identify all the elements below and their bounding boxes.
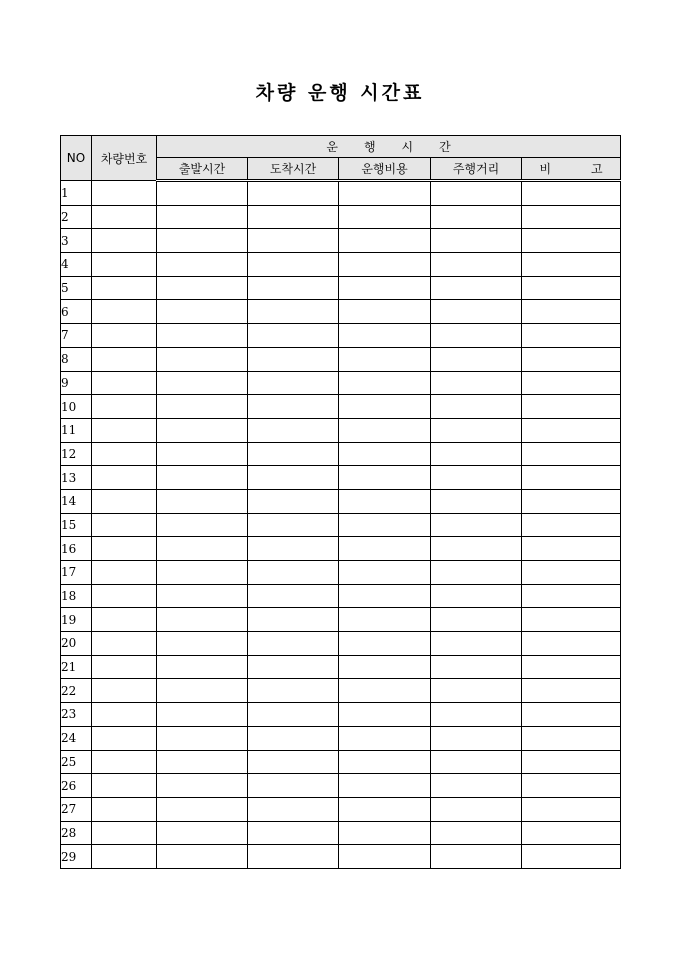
distance-cell[interactable] (431, 655, 522, 679)
remarks-cell[interactable] (522, 632, 621, 656)
arrival-cell[interactable] (248, 324, 339, 348)
arrival-cell[interactable] (248, 845, 339, 869)
header-group-char: 시 (401, 140, 414, 154)
departure-cell[interactable] (157, 253, 248, 277)
cost-cell[interactable] (339, 726, 431, 750)
table-row (61, 561, 621, 585)
remarks-cell[interactable] (522, 726, 621, 750)
row-number: 20 (61, 632, 92, 656)
remarks-cell[interactable] (522, 253, 621, 277)
remarks-cell[interactable] (522, 513, 621, 537)
departure-cell[interactable] (157, 655, 248, 679)
distance-cell[interactable] (431, 632, 522, 656)
distance-cell[interactable] (431, 466, 522, 490)
arrival-cell[interactable] (248, 229, 339, 253)
row-number: 24 (61, 726, 92, 750)
arrival-cell[interactable] (248, 442, 339, 466)
vehicle-number-cell[interactable] (92, 513, 157, 537)
distance-cell[interactable] (431, 442, 522, 466)
departure-cell[interactable] (157, 324, 248, 348)
distance-cell[interactable] (431, 561, 522, 585)
departure-cell[interactable] (157, 774, 248, 798)
table-row (61, 395, 621, 419)
header-remarks-char: 고 (591, 162, 603, 176)
vehicle-number-cell[interactable] (92, 205, 157, 229)
cost-cell[interactable] (339, 276, 431, 300)
row-number: 6 (61, 300, 92, 324)
row-number: 15 (61, 513, 92, 537)
departure-cell[interactable] (157, 821, 248, 845)
arrival-cell[interactable] (248, 418, 339, 442)
row-number: 23 (61, 703, 92, 727)
header-operation-time (157, 136, 621, 158)
vehicle-number-cell[interactable] (92, 726, 157, 750)
arrival-cell[interactable] (248, 466, 339, 490)
distance-cell[interactable] (431, 750, 522, 774)
cost-cell[interactable] (339, 655, 431, 679)
remarks-cell[interactable] (522, 300, 621, 324)
row-number: 14 (61, 489, 92, 513)
table-row (61, 608, 621, 632)
arrival-cell[interactable] (248, 655, 339, 679)
remarks-cell[interactable] (522, 750, 621, 774)
vehicle-number-cell[interactable] (92, 253, 157, 277)
cost-cell[interactable] (339, 347, 431, 371)
arrival-cell[interactable] (248, 726, 339, 750)
distance-cell[interactable] (431, 300, 522, 324)
row-number: 16 (61, 537, 92, 561)
remarks-cell[interactable] (522, 561, 621, 585)
remarks-cell[interactable] (522, 418, 621, 442)
cost-cell[interactable] (339, 608, 431, 632)
distance-cell[interactable] (431, 537, 522, 561)
departure-cell[interactable] (157, 679, 248, 703)
departure-cell[interactable] (157, 703, 248, 727)
distance-cell[interactable] (431, 821, 522, 845)
header-remarks (522, 158, 621, 181)
header-arrival: 도착시간 (248, 158, 339, 181)
header-cost: 운행비용 (339, 158, 431, 181)
remarks-cell[interactable] (522, 845, 621, 869)
vehicle-number-cell[interactable] (92, 229, 157, 253)
schedule-table (60, 135, 621, 869)
departure-cell[interactable] (157, 845, 248, 869)
arrival-cell[interactable] (248, 750, 339, 774)
arrival-cell[interactable] (248, 181, 339, 206)
vehicle-number-cell[interactable] (92, 750, 157, 774)
cost-cell[interactable] (339, 703, 431, 727)
table-row (61, 229, 621, 253)
distance-cell[interactable] (431, 181, 522, 206)
header-no: NO (61, 136, 92, 181)
arrival-cell[interactable] (248, 371, 339, 395)
table-row (61, 655, 621, 679)
row-number: 7 (61, 324, 92, 348)
vehicle-number-cell[interactable] (92, 845, 157, 869)
vehicle-number-cell[interactable] (92, 655, 157, 679)
row-number: 4 (61, 253, 92, 277)
cost-cell[interactable] (339, 442, 431, 466)
cost-cell[interactable] (339, 797, 431, 821)
departure-cell[interactable] (157, 276, 248, 300)
departure-cell[interactable] (157, 205, 248, 229)
cost-cell[interactable] (339, 205, 431, 229)
remarks-cell[interactable] (522, 774, 621, 798)
vehicle-number-cell[interactable] (92, 418, 157, 442)
departure-cell[interactable] (157, 395, 248, 419)
remarks-cell[interactable] (522, 466, 621, 490)
vehicle-number-cell[interactable] (92, 442, 157, 466)
distance-cell[interactable] (431, 395, 522, 419)
arrival-cell[interactable] (248, 821, 339, 845)
row-number: 26 (61, 774, 92, 798)
departure-cell[interactable] (157, 561, 248, 585)
remarks-cell[interactable] (522, 584, 621, 608)
vehicle-number-cell[interactable] (92, 181, 157, 206)
header-distance: 주행거리 (431, 158, 522, 181)
remarks-cell[interactable] (522, 205, 621, 229)
arrival-cell[interactable] (248, 584, 339, 608)
departure-cell[interactable] (157, 371, 248, 395)
row-number: 11 (61, 418, 92, 442)
arrival-cell[interactable] (248, 489, 339, 513)
cost-cell[interactable] (339, 561, 431, 585)
row-number: 3 (61, 229, 92, 253)
departure-cell[interactable] (157, 584, 248, 608)
arrival-cell[interactable] (248, 774, 339, 798)
distance-cell[interactable] (431, 845, 522, 869)
remarks-cell[interactable] (522, 537, 621, 561)
cost-cell[interactable] (339, 750, 431, 774)
arrival-cell[interactable] (248, 253, 339, 277)
row-number: 13 (61, 466, 92, 490)
table-row (61, 750, 621, 774)
arrival-cell[interactable] (248, 679, 339, 703)
vehicle-number-cell[interactable] (92, 703, 157, 727)
arrival-cell[interactable] (248, 205, 339, 229)
remarks-cell[interactable] (522, 679, 621, 703)
distance-cell[interactable] (431, 797, 522, 821)
table-row (61, 797, 621, 821)
table-row (61, 253, 621, 277)
remarks-cell[interactable] (522, 655, 621, 679)
vehicle-number-cell[interactable] (92, 797, 157, 821)
vehicle-number-cell[interactable] (92, 774, 157, 798)
distance-cell[interactable] (431, 347, 522, 371)
row-number: 1 (61, 181, 92, 206)
arrival-cell[interactable] (248, 797, 339, 821)
table-row (61, 537, 621, 561)
remarks-cell[interactable] (522, 821, 621, 845)
vehicle-number-cell[interactable] (92, 489, 157, 513)
arrival-cell[interactable] (248, 632, 339, 656)
table-row (61, 726, 621, 750)
row-number: 18 (61, 584, 92, 608)
table-row (61, 324, 621, 348)
remarks-cell[interactable] (522, 489, 621, 513)
departure-cell[interactable] (157, 229, 248, 253)
table-row (61, 442, 621, 466)
table-row (61, 276, 621, 300)
remarks-cell[interactable] (522, 608, 621, 632)
cost-cell[interactable] (339, 229, 431, 253)
cost-cell[interactable] (339, 679, 431, 703)
header-remarks-char: 비 (539, 162, 552, 176)
table-row (61, 371, 621, 395)
row-number: 8 (61, 347, 92, 371)
vehicle-number-cell[interactable] (92, 395, 157, 419)
vehicle-number-cell[interactable] (92, 679, 157, 703)
table-row (61, 489, 621, 513)
cost-cell[interactable] (339, 821, 431, 845)
arrival-cell[interactable] (248, 347, 339, 371)
vehicle-number-cell[interactable] (92, 821, 157, 845)
cost-cell[interactable] (339, 632, 431, 656)
distance-cell[interactable] (431, 489, 522, 513)
distance-cell[interactable] (431, 726, 522, 750)
remarks-cell[interactable] (522, 371, 621, 395)
departure-cell[interactable] (157, 300, 248, 324)
row-number: 28 (61, 821, 92, 845)
distance-cell[interactable] (431, 608, 522, 632)
departure-cell[interactable] (157, 537, 248, 561)
departure-cell[interactable] (157, 489, 248, 513)
distance-cell[interactable] (431, 513, 522, 537)
table-row (61, 181, 621, 206)
header-vehicle-number: 차량번호 (92, 136, 157, 181)
vehicle-number-cell[interactable] (92, 466, 157, 490)
vehicle-number-cell[interactable] (92, 300, 157, 324)
remarks-cell[interactable] (522, 276, 621, 300)
row-number: 17 (61, 561, 92, 585)
cost-cell[interactable] (339, 395, 431, 419)
row-number: 27 (61, 797, 92, 821)
cost-cell[interactable] (339, 300, 431, 324)
remarks-cell[interactable] (522, 324, 621, 348)
cost-cell[interactable] (339, 774, 431, 798)
vehicle-number-cell[interactable] (92, 561, 157, 585)
distance-cell[interactable] (431, 703, 522, 727)
vehicle-number-cell[interactable] (92, 632, 157, 656)
cost-cell[interactable] (339, 371, 431, 395)
row-number: 12 (61, 442, 92, 466)
cost-cell[interactable] (339, 324, 431, 348)
departure-cell[interactable] (157, 466, 248, 490)
arrival-cell[interactable] (248, 300, 339, 324)
row-number: 19 (61, 608, 92, 632)
remarks-cell[interactable] (522, 395, 621, 419)
table-row (61, 300, 621, 324)
distance-cell[interactable] (431, 229, 522, 253)
table-row (61, 584, 621, 608)
row-number: 10 (61, 395, 92, 419)
departure-cell[interactable] (157, 418, 248, 442)
distance-cell[interactable] (431, 253, 522, 277)
arrival-cell[interactable] (248, 276, 339, 300)
distance-cell[interactable] (431, 584, 522, 608)
vehicle-number-cell[interactable] (92, 371, 157, 395)
distance-cell[interactable] (431, 774, 522, 798)
table-row (61, 821, 621, 845)
row-number: 21 (61, 655, 92, 679)
remarks-cell[interactable] (522, 442, 621, 466)
row-number: 25 (61, 750, 92, 774)
vehicle-number-cell[interactable] (92, 347, 157, 371)
remarks-cell[interactable] (522, 347, 621, 371)
table-row (61, 679, 621, 703)
row-number: 9 (61, 371, 92, 395)
table-row (61, 347, 621, 371)
row-number: 22 (61, 679, 92, 703)
cost-cell[interactable] (339, 466, 431, 490)
distance-cell[interactable] (431, 679, 522, 703)
distance-cell[interactable] (431, 418, 522, 442)
cost-cell[interactable] (339, 418, 431, 442)
departure-cell[interactable] (157, 750, 248, 774)
header-group-char: 운 (326, 140, 338, 154)
row-number: 2 (61, 205, 92, 229)
departure-cell[interactable] (157, 632, 248, 656)
table-row (61, 418, 621, 442)
table-row (61, 513, 621, 537)
cost-cell[interactable] (339, 181, 431, 206)
arrival-cell[interactable] (248, 703, 339, 727)
cost-cell[interactable] (339, 845, 431, 869)
cost-cell[interactable] (339, 253, 431, 277)
remarks-cell[interactable] (522, 181, 621, 206)
table-row (61, 205, 621, 229)
table-row (61, 466, 621, 490)
departure-cell[interactable] (157, 726, 248, 750)
cost-cell[interactable] (339, 537, 431, 561)
header-group-char: 행 (363, 140, 376, 154)
vehicle-number-cell[interactable] (92, 537, 157, 561)
cost-cell[interactable] (339, 513, 431, 537)
table-row (61, 632, 621, 656)
arrival-cell[interactable] (248, 608, 339, 632)
table-row (61, 774, 621, 798)
departure-cell[interactable] (157, 347, 248, 371)
header-departure: 출발시간 (157, 158, 248, 181)
page-title: 차량 운행 시간표 (255, 82, 425, 104)
remarks-cell[interactable] (522, 229, 621, 253)
distance-cell[interactable] (431, 371, 522, 395)
arrival-cell[interactable] (248, 537, 339, 561)
arrival-cell[interactable] (248, 513, 339, 537)
distance-cell[interactable] (431, 205, 522, 229)
row-number: 29 (61, 845, 92, 869)
remarks-cell[interactable] (522, 703, 621, 727)
cost-cell[interactable] (339, 489, 431, 513)
remarks-cell[interactable] (522, 797, 621, 821)
vehicle-number-cell[interactable] (92, 276, 157, 300)
departure-cell[interactable] (157, 513, 248, 537)
departure-cell[interactable] (157, 442, 248, 466)
departure-cell[interactable] (157, 797, 248, 821)
table-row (61, 703, 621, 727)
vehicle-number-cell[interactable] (92, 324, 157, 348)
distance-cell[interactable] (431, 324, 522, 348)
distance-cell[interactable] (431, 276, 522, 300)
departure-cell[interactable] (157, 181, 248, 206)
table-row (61, 845, 621, 869)
departure-cell[interactable] (157, 608, 248, 632)
vehicle-number-cell[interactable] (92, 584, 157, 608)
table-body (61, 181, 621, 869)
cost-cell[interactable] (339, 584, 431, 608)
vehicle-number-cell[interactable] (92, 608, 157, 632)
arrival-cell[interactable] (248, 395, 339, 419)
header-group-char: 간 (439, 140, 451, 154)
row-number: 5 (61, 276, 92, 300)
arrival-cell[interactable] (248, 561, 339, 585)
